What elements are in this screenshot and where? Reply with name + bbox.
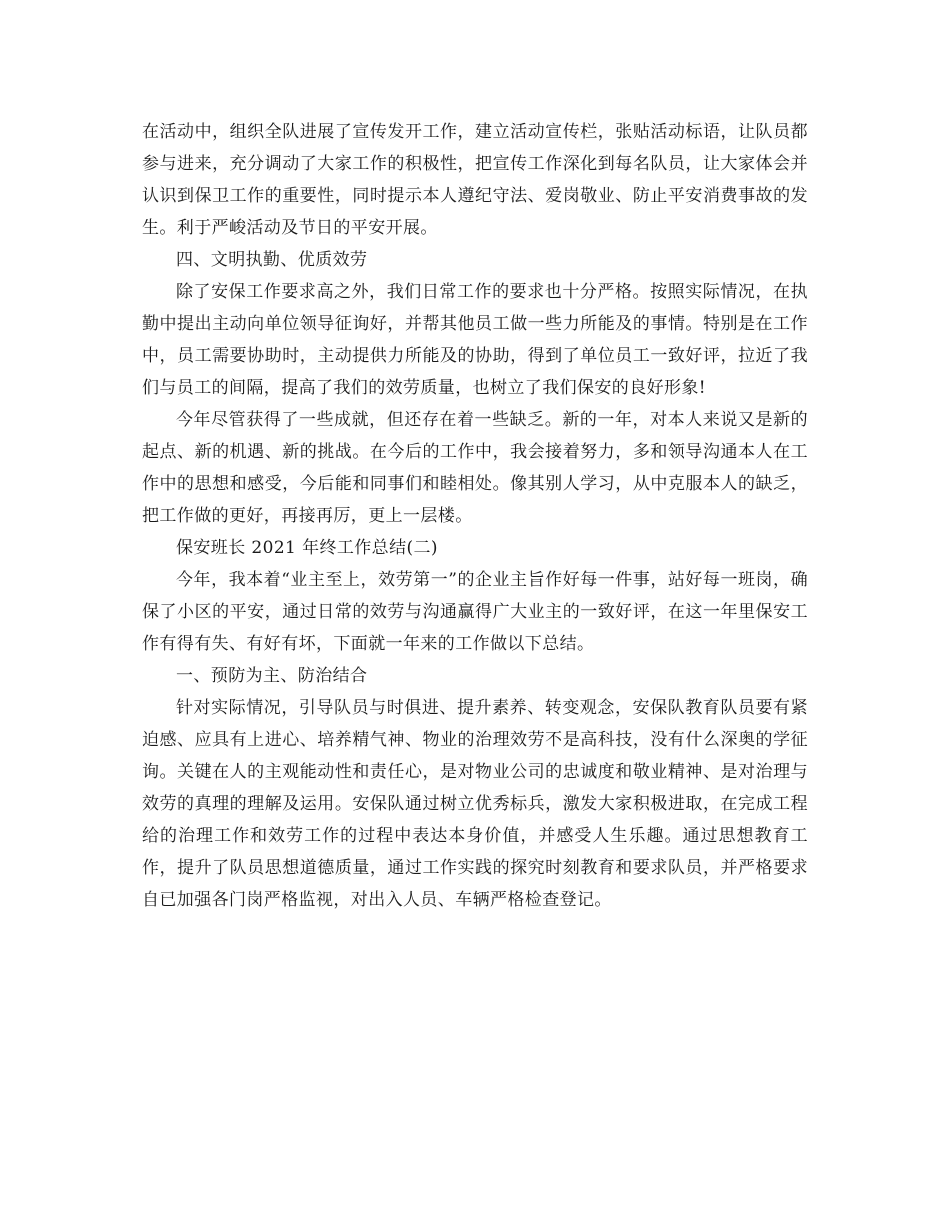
section-heading-prevention-first: 一、预防为主、防治结合 bbox=[176, 666, 368, 686]
paragraph-daily-work-requirements: 除了安保工作要求高之外，我们日常工作的要求也十分严格。按照实际情况，在执勤中提出主动向单位领导征询好，并帮其他员工做一些力所能及的事情。特别是在工作中，员工需要协助时，主动提供力所能及的协助，得到了单位员工一致好评，拉近了我们与员工的间隔，提高了我们的效劳质量，也树立了我们保安的良好形象! bbox=[142, 282, 808, 398]
paragraph-team-education: 针对实际情况，引导队员与时俱进、提升素养、转变观念，安保队教育队员要有紧迫感、应具有上进心、培养精气神、物业的治理效劳不是高科技，没有什么深奥的学征询。关键在人的主观能动性和责任心，是对物业公司的忠诚度和敬业精神、是对治理与效劳的真理的理解及运用。安保队通过树立优秀标兵，激发大家积极进取，在完成工程给的治理工作和效劳工作的过程中表达本身价值，并感受人生乐趣。通过思想教育工作，提升了队员思想道德质量，通过工作实践的探究时刻教育和要求队员，并严格要求自已加强各门岗严格监视，对出入人员、车辆严格检查登记。 bbox=[142, 698, 808, 910]
document-subtitle-part-two: 保安班长 2021 年终工作总结(二) bbox=[176, 538, 438, 558]
document-body bbox=[142, 116, 808, 916]
paragraph-publicity-activities: 在活动中，组织全队进展了宣传发开工作，建立活动宣传栏，张贴活动标语，让队员都参与进来，充分调动了大家工作的积极性，把宣传工作深化到每名队员，让大家体会并认识到保卫工作的重要性，同时提示本人遵纪守法、爱岗敬业、防止平安消费事故的发生。利于严峻活动及节日的平安开展。 bbox=[142, 122, 808, 238]
paragraph-achievements-and-shortcomings: 今年尽管获得了一些成就，但还存在着一些缺乏。新的一年，对本人来说又是新的起点、新的机遇、新的挑战。在今后的工作中，我会接着努力，多和领导沟通本人在工作中的思想和感受，今后能和同事们和睦相处。像其别人学习，从中克服本人的缺乏，把工作做的更好，再接再厉，更上一层楼。 bbox=[142, 410, 808, 526]
paragraph-owner-first-principle: 今年，我本着“业主至上，效劳第一”的企业主旨作好每一件事，站好每一班岗，确保了小区的平安，通过日常的效劳与沟通赢得广大业主的一致好评，在这一年里保安工作有得有失、有好有坏，下面就一年来的工作做以下总结。 bbox=[142, 570, 808, 654]
section-heading-civilized-duty: 四、文明执勤、优质效劳 bbox=[176, 250, 368, 270]
